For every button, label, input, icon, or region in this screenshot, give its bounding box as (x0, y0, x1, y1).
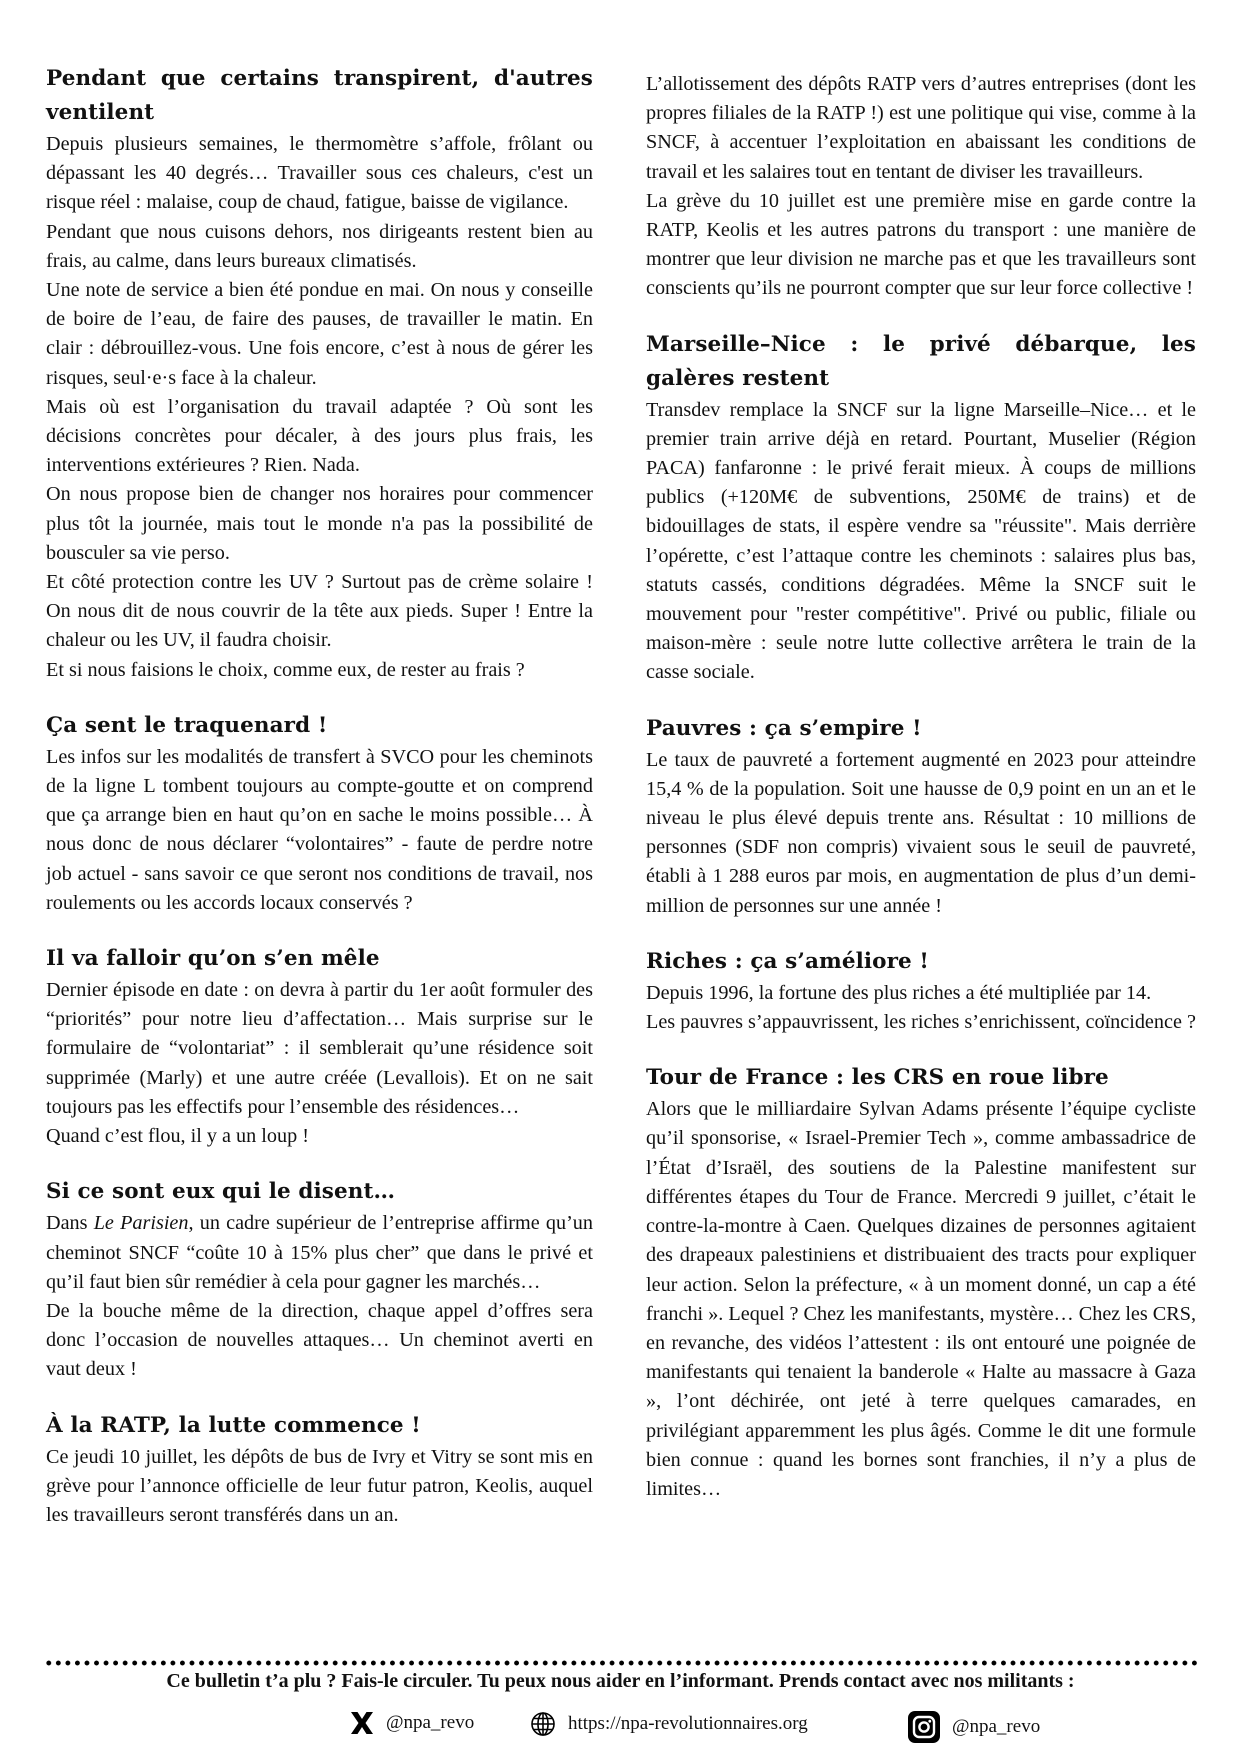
social-links (0, 1705, 1241, 1745)
article-title: Ça sent le traquenard ! (46, 712, 328, 738)
article-paragraph: Les infos sur les modalités de transfert à SVCO pour les cheminots de la ligne L tombent toujours au compte-goutte et on comprend que ça arrange bien en haut qu’on en sache le moins possible… À nous donc de nous déclarer “volontaires” - faute de perdre notre job actuel - sans savoir ce que seront nos conditions de travail, nos roulements ou les accords locaux conservés ? (46, 745, 593, 914)
article-paragraph: L’allotissement des dépôts RATP vers d’autres entreprises (dont les propres filiales de la RATP !) est une politique qui vise, comme à la SNCF, à accentuer l’exploitation en abaissant les conditions de travail et les salaires tout en tentant de diviser les travailleurs. (646, 73, 1196, 183)
article-paragraph: Transdev remplace la SNCF sur la ligne Marseille–Nice… et le premier train arrive déjà en retard. Pourtant, Muselier (Région PACA) fanfaronne : le privé ferait mieux. À coups de millions publics (+120M€ de subventions, 250M€ de trains) et de bidouillages de stats, il espère vendre sa "réussite". Mais derrière l’opérette, c’est l’attaque contre les cheminots : salaires plus bas, statuts cassés, conditions dégradées. Même la SNCF suit le mouvement pour "rester compétitive". Privé ou public, filiale ou maison-mère : seule notre lutte collective arrêtera le train de la casse sociale. (646, 398, 1196, 684)
instagram-icon (908, 1711, 940, 1743)
article-riches (646, 945, 1196, 1037)
article-ratp-lutte (46, 1409, 593, 1531)
social-link-x[interactable] (350, 1711, 474, 1735)
article-paragraph: Et côté protection contre les UV ? Surtout pas de crème solaire ! On nous dit de nous couvrir de la tête aux pieds. Super ! Entre la chaleur ou les UV, il faudra choisir. (46, 571, 593, 652)
article-tour-de-france (646, 1061, 1196, 1504)
article-pauvres (646, 712, 1196, 921)
article-traquenard (46, 709, 593, 918)
social-link-instagram[interactable] (908, 1711, 1040, 1743)
article-paragraph: Les pauvres s’appauvrissent, les riches s’enrichissent, coïncidence ? (646, 1011, 1196, 1034)
article-title: Si ce sont eux qui le disent… (46, 1179, 396, 1205)
article-title: Riches : ça s’améliore ! (646, 948, 929, 974)
article-paragraph: Dernier épisode en date : on devra à partir du 1er août formuler des “priorités” pour notre lieu d’affectation… Mais surprise sur le formulaire de “volontariat” : il semblerait qu’une résidence soit supprimée (Marly) et une autre créée (Levallois). Et on ne sait toujours pas les effectifs pour l’ensemble des résidences… (46, 979, 593, 1118)
article-title: À la RATP, la lutte commence ! (46, 1412, 421, 1438)
article-paragraph (46, 1209, 593, 1297)
article-intro-prefix: Dans (46, 1212, 94, 1235)
newspaper-name: Le Parisien (93, 1212, 189, 1235)
article-paragraph: De la bouche même de la direction, chaque appel d’offres sera donc l’occasion de nouvelles attaques… Un cheminot averti en vaut deux ! (46, 1299, 593, 1381)
x-icon (350, 1711, 374, 1735)
article-chaleur (46, 62, 593, 685)
article-intro-rest: , un cadre supérieur de l’entreprise affirme qu’un cheminot SNCF “coûte 10 à 15% plus cher” que dans le privé et qu’il faut bien sûr remédier à cela pour gagner les marchés… (46, 1212, 593, 1293)
article-paragraph: Depuis plusieurs semaines, le thermomètre s’affole, frôlant ou dépassant les 40 degrés… Travailler sous ces chaleurs, c'est un risque réel : malaise, coup de chaud, fatigue, baisse de vigilance. (46, 133, 593, 214)
article-paragraph: Quand c’est flou, il y a un loup ! (46, 1125, 309, 1148)
article-title: Il va falloir qu’on s’en mêle (46, 946, 380, 972)
social-link-website[interactable] (530, 1711, 808, 1737)
article-paragraph: On nous propose bien de changer nos horaires pour commencer plus tôt la journée, mais tout le monde n'a pas la possibilité de bousculer sa vie perso. (46, 483, 593, 564)
social-label: @npa_revo (386, 1712, 475, 1733)
article-s-en-meler (46, 942, 593, 1151)
article-title: Pendant que certains transpirent, d'autres ventilent (46, 66, 593, 125)
article-paragraph: La grève du 10 juillet est une première mise en garde contre la RATP, Keolis et les autres patrons du transport : une manière de montrer que leur division ne marche pas et que les travailleurs sont conscients qu’ils ne pourront compter que sur leur force collective ! (646, 189, 1196, 300)
article-paragraph: Depuis 1996, la fortune des plus riches a été multipliée par 14. (646, 981, 1152, 1004)
globe-icon (530, 1711, 556, 1737)
article-eux-qui-le-disent (46, 1175, 593, 1384)
article-marseille-nice (646, 328, 1196, 688)
left-column (46, 62, 593, 1554)
article-paragraph: Mais où est l’organisation du travail adaptée ? Où sont les décisions concrètes pour décaler, à des jours plus frais, les interventions extérieures ? Rien. Nada. (46, 395, 593, 477)
article-paragraph: Pendant que nous cuisons dehors, nos dirigeants restent bien au frais, au calme, dans leurs bureaux climatisés. (46, 220, 593, 272)
article-paragraph: Alors que le milliardaire Sylvan Adams présente l’équipe cycliste qu’il sponsorise, « Israel-Premier Tech », comme ambassadrice de l’État d’Israël, des soutiens de la Palestine manifestent sur différentes étapes du Tour de France. Mercredi 9 juillet, c’était le contre-la-montre à Caen. Quelques dizaines de personnes agitaient des drapeaux palestiniens et distribuaient des tracts pour expliquer leur action. Selon la préfecture, « à un moment donné, un cap a été franchi ». Lequel ? Chez les manifestants, mystère… Chez les CRS, en revanche, des vidéos l’attestent : ils ont entouré une poignée de manifestants qui tenaient la banderole « Halte au massacre à Gaza », l’ont déchirée, ont jeté à terre quelques camarades, en privilégiant apparemment les plus âgés. Comme le dit une formule bien connue : quand les bornes sont franchies, il n’y a plus de limites… (646, 1098, 1196, 1500)
social-label: @npa_revo (952, 1716, 1041, 1737)
article-paragraph: Une note de service a bien été pondue en mai. On nous y conseille de boire de l’eau, de faire des pauses, de travailler le matin. En clair : débrouillez-vous. Une fois encore, c’est à nous de gérer les risques, seul·e·s face à la chaleur. (46, 279, 593, 389)
dotted-divider (44, 1659, 1199, 1667)
article-title: Marseille–Nice : le privé débarque, les galères restent (646, 331, 1196, 391)
article-title: Pauvres : ça s’empire ! (646, 715, 922, 741)
right-column (646, 70, 1196, 1528)
article-paragraph: Ce jeudi 10 juillet, les dépôts de bus de Ivry et Vitry se sont mis en grève pour l’annonce officielle de leur futur patron, Keolis, auquel les travailleurs seront transférés dans un an. (46, 1445, 593, 1526)
article-title: Tour de France : les CRS en roue libre (646, 1065, 1109, 1091)
social-label: https://npa-revolutionnaires.org (568, 1713, 808, 1734)
article-paragraph: Le taux de pauvreté a fortement augmenté en 2023 pour atteindre 15,4 % de la population. Soit une hausse de 0,9 point en un an et le niveau le plus élevé depuis trente ans. Résultat : 10 millions de personnes (SDF non compris) vivaient sous le seuil de pauvreté, établi à 1 288 euros par mois, en augmentation de plus d’un demi-million de personnes sur une année ! (646, 748, 1196, 917)
article-ratp-continuation (646, 70, 1196, 304)
article-paragraph: Et si nous faisions le choix, comme eux, de rester au frais ? (46, 658, 525, 681)
call-to-action: Ce bulletin t’a plu ? Fais-le circuler. Tu peux nous aider en l’informant. Prends contact avec nos militants : (166, 1670, 1075, 1692)
